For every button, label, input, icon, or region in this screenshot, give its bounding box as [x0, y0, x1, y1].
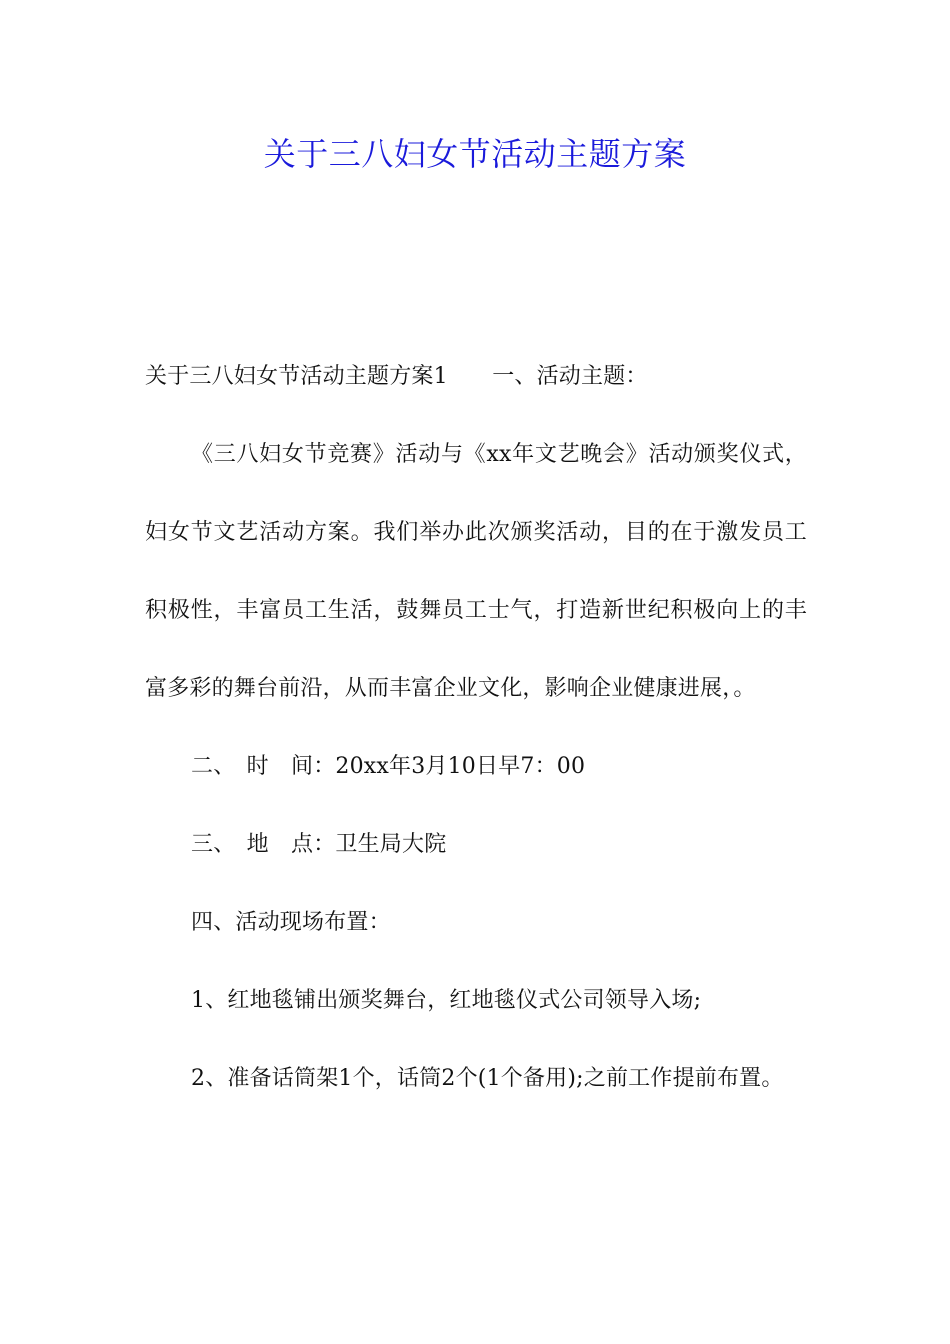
- paragraph-intro: 关于三八妇女节活动主题方案1 一、活动主题：: [145, 364, 648, 389]
- paragraph-layout-item-2: 2、准备话筒架1个，话筒2个(1个备用);之前工作提前布置。: [191, 1066, 784, 1091]
- paragraph-layout-item-1: 1、红地毯铺出颁奖舞台，红地毯仪式公司领导入场;: [191, 988, 702, 1013]
- paragraph-layout-heading: 四、活动现场布置：: [191, 910, 391, 935]
- document-body: [145, 338, 807, 1118]
- paragraph-time: 二、 时 间：20xx年3月10日早7：00: [191, 754, 586, 779]
- paragraph-theme: 《三八妇女节竞赛》活动与《xx年文艺晚会》活动颁奖仪式，妇女节文艺活动方案。我们举办此次颁奖活动，目的在于激发员工积极性，丰富员工生活，鼓舞员工士气，打造新世纪积极向上的丰富多彩的舞台前沿，从而丰富企业文化，影响企业健康进展，。: [145, 442, 807, 701]
- paragraph-location: 三、 地 点：卫生局大院: [191, 832, 447, 857]
- document-title: 关于三八妇女节活动主题方案: [263, 135, 687, 173]
